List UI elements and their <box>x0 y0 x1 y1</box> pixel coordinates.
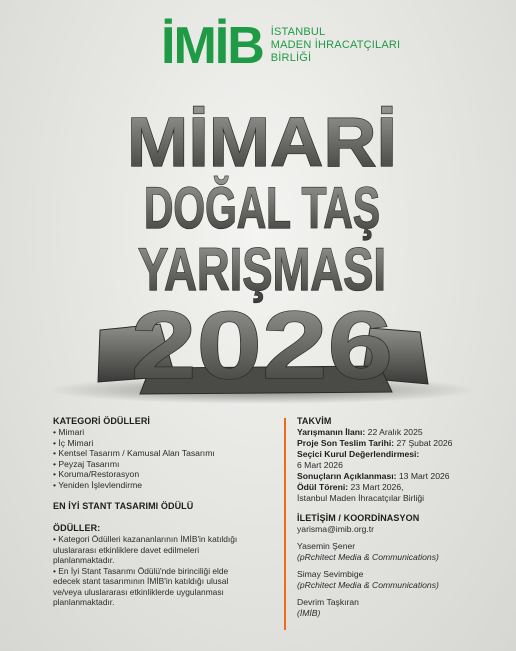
right-column <box>297 416 497 619</box>
kategori-item: • Yeniden İşlevlendirme <box>53 479 143 490</box>
kategori-heading: KATEGORİ ÖDÜLLERİ <box>53 416 151 426</box>
contact-org: (pRchitect Media & Communications) <box>297 552 439 562</box>
imib-logo <box>161 17 401 75</box>
contact-name: Simay Sevimbige <box>297 569 364 579</box>
oduller-line: edecek stant tasarımının İMİB'in katıldığı ulusal <box>53 576 229 586</box>
oduller-line: ve/veya uluslararası etkinliklerde uygulanması <box>53 586 224 597</box>
column-divider <box>284 418 286 630</box>
kategori-item: • Koruma/Restorasyon <box>53 469 140 479</box>
oduller-line: uluslararası etkinliklere davet edilmeleri <box>53 544 200 555</box>
takvim-row-ilan <box>297 427 497 438</box>
logo-line-2: MADEN İHRACATÇILARI <box>270 39 401 51</box>
takvim-row-teslim <box>297 438 497 449</box>
kategori-item: • Peyzaj Tasarımı <box>53 458 120 469</box>
contact-name: Yasemin Şener <box>297 541 356 551</box>
takvim-row-secici <box>297 449 497 460</box>
takvim-row-toren-place: İstanbul Maden İhracatçılar Birliği <box>297 493 425 503</box>
title-artwork <box>0 78 516 408</box>
takvim-row-secici-value: 6 Mart 2026 <box>297 460 343 470</box>
takvim-row-toren <box>297 482 497 493</box>
takvim-label: Sonuçların Açıklanması: <box>297 471 397 481</box>
takvim-heading: TAKVİM <box>297 416 332 426</box>
takvim-label: Ödül Töreni: <box>297 482 349 492</box>
logo-line-3: BİRLİĞİ <box>270 52 312 64</box>
iletisim-heading: İLETİŞİM / KOORDİNASYON <box>297 513 420 523</box>
oduller-heading: ÖDÜLLER: <box>53 523 101 533</box>
oduller-line: planlanmaktadır. <box>53 555 115 565</box>
contact-email[interactable]: yarisma@imib.org.tr <box>297 524 375 534</box>
title-year: 2026 <box>131 292 393 399</box>
logo-text <box>271 26 401 65</box>
takvim-row-sonuc <box>297 471 497 482</box>
title-artwork-svg <box>0 78 516 408</box>
takvim-value: 27 Şubat 2026 <box>394 438 453 448</box>
title-line-2: DOĞAL TAŞ <box>144 176 380 241</box>
takvim-label: Yarışmanın İlanı: <box>297 427 366 437</box>
kategori-item: • İç Mimari <box>53 437 94 448</box>
takvim-label: Proje Son Teslim Tarihi: <box>297 438 395 448</box>
oduller-line: • En İyi Stant Tasarımı Ödülü'nde birinciliği elde <box>53 565 229 576</box>
oduller-line: planlanmaktadır. <box>53 597 115 607</box>
stant-heading: EN İYİ STANT TASARIMI ÖDÜLÜ <box>53 501 194 511</box>
title-line-3: YARIŞMASI <box>138 236 386 303</box>
takvim-label: Seçici Kurul Değerlendirmesi: <box>297 449 420 459</box>
kategori-item: • Kentsel Tasarım / Kamusal Alan Tasarımı <box>53 448 215 458</box>
title-line-1: MİMARİ <box>127 103 397 181</box>
logo-mark: İMİB <box>161 17 263 75</box>
contact-org: (pRchitect Media & Communications) <box>297 580 439 590</box>
takvim-value: 22 Aralık 2025 <box>365 427 423 437</box>
logo-line-1: İSTANBUL <box>270 26 326 38</box>
contact-org: (İMİB) <box>297 608 321 618</box>
contact-name: Devrim Taşkıran <box>297 597 359 607</box>
takvim-value: 13 Mart 2026 <box>396 471 450 481</box>
takvim-value: 23 Mart 2026, <box>348 482 404 492</box>
kategori-item: • Mimari <box>53 427 85 437</box>
oduller-line: • Kategori Ödülleri kazananlarının İMİB'in katıldığı <box>53 534 238 544</box>
left-column <box>53 416 279 608</box>
